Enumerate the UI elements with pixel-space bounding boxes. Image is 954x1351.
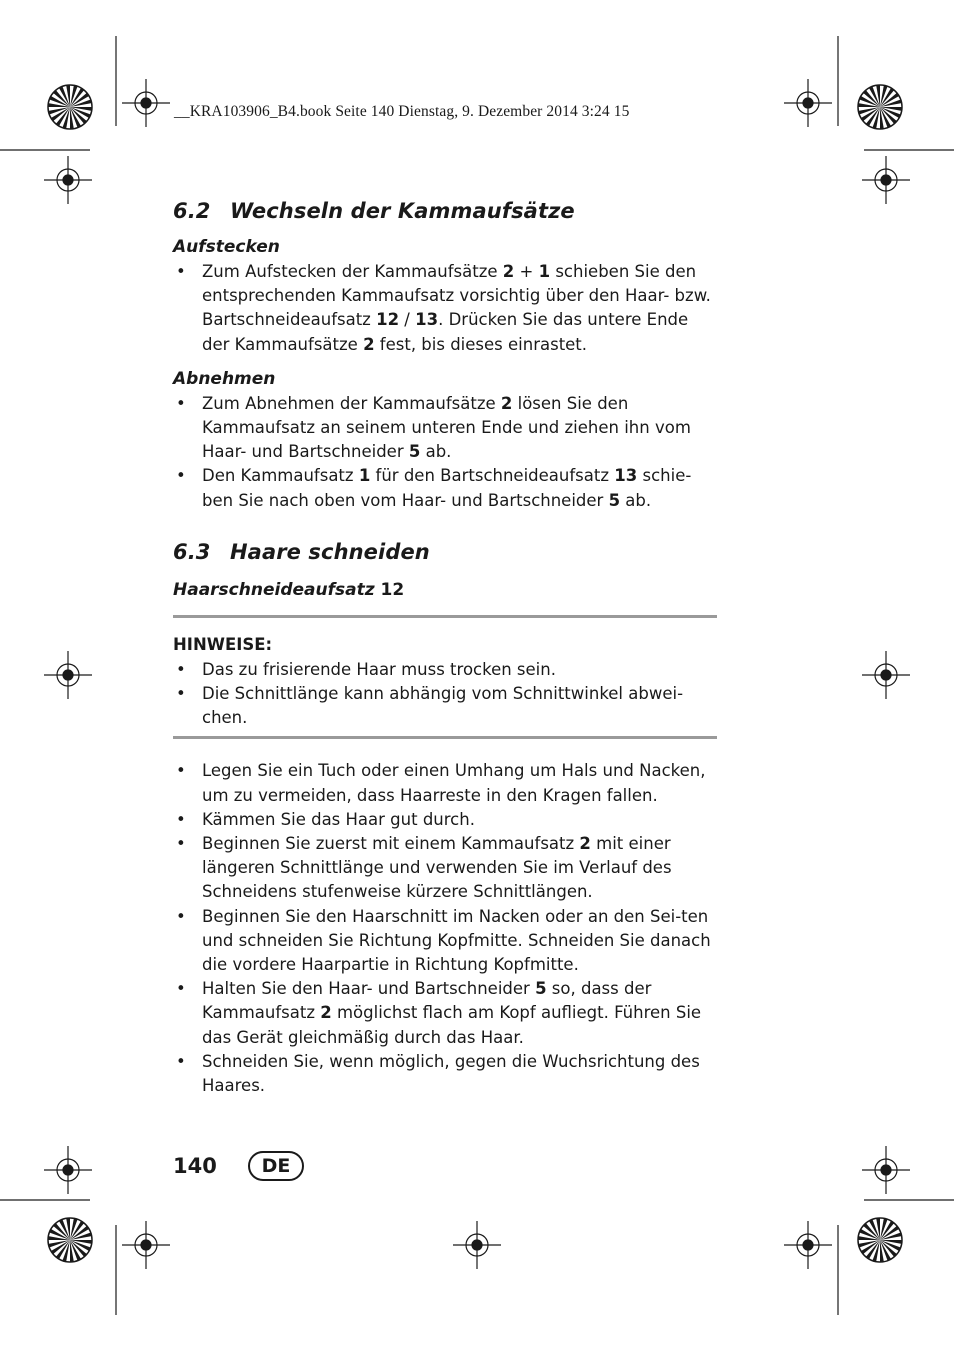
item-reference-number: 13 [614, 466, 638, 486]
list-item [173, 977, 717, 1050]
page-footer [173, 1151, 304, 1181]
item-text: so, dass der Kammaufsatz [202, 979, 652, 1023]
item-text: / [399, 310, 416, 330]
item-text: Den Kammaufsatz [202, 466, 359, 486]
item-text: für den Bartschneideaufsatz [370, 466, 615, 486]
item-reference-number: 13 [415, 310, 439, 330]
item-reference-number: 12 [376, 310, 400, 330]
item-text: lösen Sie den Kammaufsatz an seinem unteren Ende und ziehen ihn vom Haar- und Bartschneider [202, 393, 691, 462]
list-item [173, 808, 717, 832]
item-text: Kämmen Sie das Haar gut durch. [202, 809, 475, 829]
list-haare-schneiden [173, 759, 717, 1098]
item-reference-number: 1 [358, 466, 371, 486]
item-text: Beginnen Sie den Haarschnitt im Nacken oder an den Sei-ten und schneiden Sie Richtung Kopfmitte. Schneiden Sie danach die vordere Haarpartie in Richtung Kopfmitte. [202, 906, 711, 975]
item-text: schie-ben Sie nach oben vom Haar- und Bartschneider [202, 466, 692, 510]
item-reference-number: 2 [363, 334, 375, 354]
language-badge: DE [248, 1151, 304, 1181]
list-item: • Die Schnittlänge kann abhängig vom Schnittwinkel abwei-chen. [173, 682, 717, 730]
item-text: Schneiden Sie, wenn möglich, gegen die Wuchsrichtung des Haares. [202, 1051, 700, 1096]
item-text: fest, bis dieses einrastet. [374, 334, 588, 354]
item-text: Beginnen Sie zuerst mit einem Kammaufsatz [202, 834, 580, 854]
item-text: Zum Aufstecken der Kammaufsätze [202, 262, 503, 281]
item-text: Halten Sie den Haar- und Bartschneider [202, 979, 536, 999]
note-top-rule [173, 615, 717, 618]
list-item [173, 832, 717, 905]
item-reference-number: 2 [500, 393, 513, 413]
list-abnehmen [173, 392, 717, 513]
item-text: Legen Sie ein Tuch oder einen Umhang um Hals und Nacken, um zu vermeiden, dass Haarreste in den Kragen fallen. [202, 761, 706, 805]
item-reference-number: 2 [320, 1003, 332, 1023]
item-reference-number: 5 [408, 442, 421, 462]
item-reference-number: 2 [502, 262, 515, 281]
item-text: schieben Sie den entsprechenden Kammaufsatz vorsichtig über den Haar- bzw. Bartschneideaufsatz [202, 262, 711, 330]
list-item [173, 1050, 717, 1098]
list-item [173, 392, 717, 465]
note-bottom-rule [173, 736, 717, 739]
item-text: Zum Abnehmen der Kammaufsätze [202, 393, 501, 413]
item-reference-number: 2 [579, 834, 591, 854]
note-list [173, 658, 717, 731]
item-text: + [514, 262, 539, 281]
list-item [173, 260, 717, 357]
book-file-header: __KRA103906_B4.book Seite 140 Dienstag, 9. Dezember 2014 3:24 15 [174, 103, 630, 120]
item-text: ab. [620, 490, 652, 510]
item-text: mit einer längeren Schnittlänge und verwenden Sie im Verlauf des Schneidens stufenweise kürzere Schnittlängen. [202, 834, 672, 902]
item-reference-number: 5 [608, 490, 621, 510]
item-reference-number: 5 [535, 979, 547, 999]
note-title: HINWEISE: [173, 634, 273, 654]
list-aufstecken [173, 260, 717, 357]
subheading-abnehmen: Abnehmen [173, 368, 276, 389]
page-content [173, 196, 717, 1098]
list-item [173, 464, 717, 512]
section-heading-6-3: 6.3 Haare schneiden [173, 539, 430, 564]
list-item [173, 905, 717, 978]
item-text: ab. [420, 442, 452, 462]
item-text: möglichst flach am Kopf aufliegt. Führen Sie das Gerät gleichmäßig durch das Haar. [202, 1003, 702, 1047]
subheading-haarschneideaufsatz: Haarschneideaufsatz 12 [173, 579, 405, 600]
item-text: . Drücken Sie das untere Ende der Kammaufsätze [202, 310, 689, 354]
list-item [173, 759, 717, 807]
item-reference-number: 1 [538, 262, 551, 281]
page-number: 140 [173, 1154, 217, 1178]
subheading-aufstecken: Aufstecken [173, 237, 280, 257]
section-heading-6-2: 6.2 Wechseln der Kammaufsätze [173, 199, 575, 223]
list-item: • Das zu frisierende Haar muss trocken sein. [173, 658, 717, 682]
